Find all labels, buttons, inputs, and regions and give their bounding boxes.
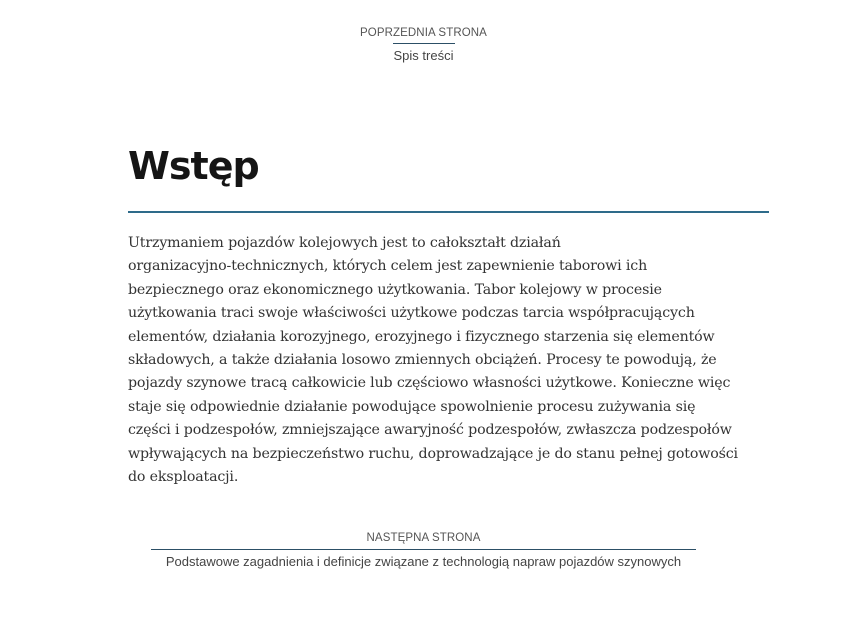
paragraph-line: staje się odpowiednie działanie powodujące spowolnienie procesu zużywania się: [128, 398, 696, 415]
paragraph-line: pojazdy szynowe tracą całkowicie lub częściowo własności użytkowe. Konieczne więc: [128, 375, 731, 392]
intro-paragraph: [128, 232, 778, 489]
next-page-nav: [0, 528, 847, 571]
paragraph-line: Utrzymaniem pojazdów kolejowych jest to całokształt działań: [128, 235, 561, 251]
next-page-label: NASTĘPNA STRONA: [366, 532, 481, 544]
title-underline: [128, 211, 769, 213]
paragraph-line: wpływających na bezpieczeństwo ruchu, doprowadzające je do stanu pełnej gotowości: [128, 445, 738, 462]
paragraph-line: składowych, a także działania losowo zmiennych obciążeń. Procesy te powodują, że: [128, 352, 717, 369]
paragraph-line: organizacyjno-technicznych, których celem jest zapewnienie taborowi ich: [128, 258, 648, 275]
paragraph-line: użytkowania traci swoje właściwości użytkowe podczas tarcia współpracujących: [128, 305, 695, 322]
paragraph-line: elementów, działania korozyjnego, erozyjnego i fizycznego starzenia się elementów: [128, 328, 715, 345]
paragraph-line: do eksploatacji.: [128, 469, 239, 486]
previous-page-divider: [393, 43, 455, 44]
next-page-link[interactable]: Podstawowe zagadnienia i definicje związane z technologią napraw pojazdów szynowych: [165, 554, 682, 569]
previous-page-link[interactable]: Spis treści: [393, 48, 454, 63]
previous-page-label: POPRZEDNIA STRONA: [360, 27, 487, 39]
paragraph-line: bezpiecznego oraz ekonomicznego użytkowania. Tabor kolejowy w procesie: [128, 281, 662, 298]
paragraph-line: części i podzespołów, zmniejszające awaryjność podzespołów, zwłaszcza podzespołów: [128, 422, 732, 439]
next-page-divider: [151, 549, 696, 550]
previous-page-nav: [0, 23, 847, 65]
page-title: Wstęp: [128, 144, 259, 188]
